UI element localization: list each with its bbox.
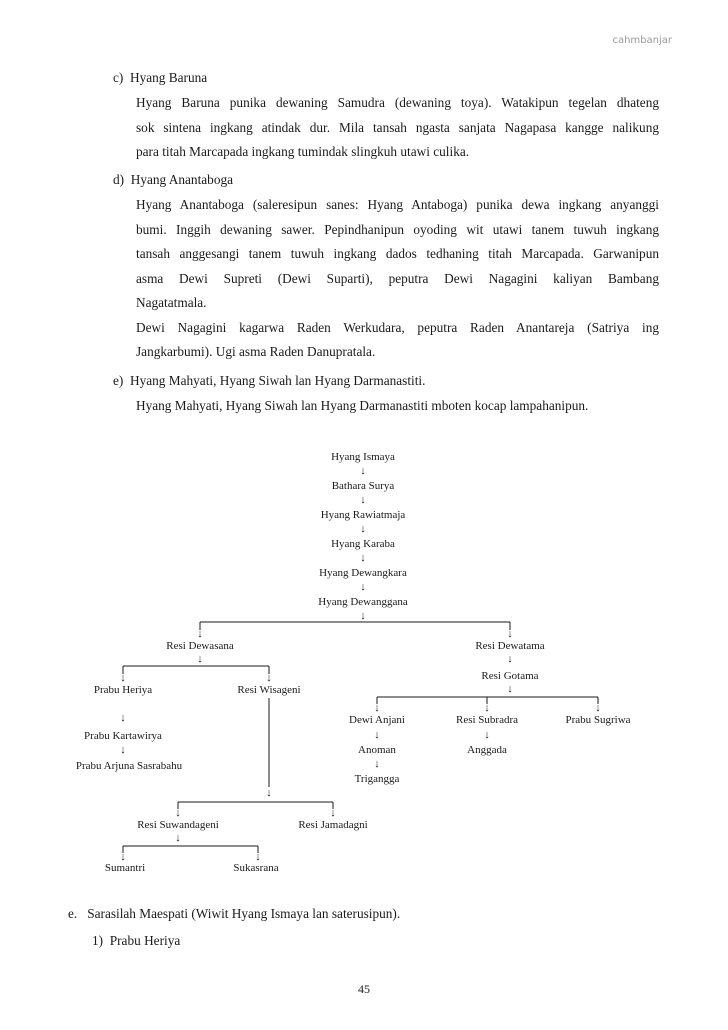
branch-line [123, 846, 258, 853]
down-arrow-icon: ↓ [374, 702, 380, 714]
tree-node: Prabu Arjuna Sasrabahu [75, 760, 183, 772]
text-line: bumi. Inggih dewaning sawer. Pepindhanipun oyoding wit utawi tanem tuwuh ingkang [136, 221, 659, 237]
item-label: c) [113, 70, 124, 85]
tree-node: Resi Gotama [481, 670, 539, 682]
down-arrow-icon: ↓ [255, 851, 261, 863]
down-arrow-icon: ↓ [507, 653, 513, 665]
down-arrow-icon: ↓ [374, 758, 380, 770]
tree-node: Resi Jamadagni [298, 819, 368, 831]
down-arrow-icon: ↓ [595, 702, 601, 714]
tree-node: Dewi Anjani [349, 714, 405, 726]
down-arrow-icon: ↓ [175, 832, 181, 844]
down-arrow-icon: ↓ [484, 702, 490, 714]
subsection-heading [92, 933, 180, 949]
down-arrow-icon: ↓ [360, 552, 366, 564]
tree-node: Prabu Sugriwa [565, 714, 631, 726]
item-title: Hyang Mahyati, Hyang Siwah lan Hyang Darmanastiti. [130, 373, 426, 388]
text-line: Nagatatmala. [136, 295, 207, 310]
branch-line [178, 802, 333, 809]
down-arrow-icon: ↓ [120, 712, 126, 724]
tree-node: Prabu Kartawirya [84, 730, 162, 742]
down-arrow-icon: ↓ [360, 523, 366, 535]
text-line: Hyang Baruna punika dewaning Samudra (dewaning toya). Watakipun tegelan dhateng [136, 95, 659, 110]
down-arrow-icon: ↓ [360, 494, 366, 506]
tree-node: Resi Subradra [455, 714, 519, 726]
branch-line [123, 666, 269, 674]
down-arrow-icon: ↓ [360, 581, 366, 593]
tree-node: Resi Dewatama [475, 640, 545, 652]
down-arrow-icon: ↓ [484, 729, 490, 741]
text-line: tansah anggesangi tanem tuwuh ingkang dados tedhaning titah Marcapada. Garwanipun [136, 246, 659, 261]
down-arrow-icon: ↓ [197, 628, 203, 640]
tree-node: Bathara Surya [331, 480, 395, 492]
tree-node: Hyang Dewangkara [319, 567, 407, 579]
down-arrow-icon: ↓ [266, 672, 272, 684]
down-arrow-icon: ↓ [266, 787, 272, 799]
tree-node: Anoman [358, 744, 396, 756]
down-arrow-icon: ↓ [360, 610, 366, 622]
tree-node: Hyang Ismaya [331, 451, 395, 463]
page-number: 45 [358, 982, 370, 996]
text-line: Hyang Anantaboga (saleresipun sanes: Hyang Antaboga) punika dewa ingkang anyanggi [136, 197, 659, 212]
down-arrow-icon: ↓ [330, 807, 336, 819]
text-line: Hyang Mahyati, Hyang Siwah lan Hyang Darmanastiti mboten kocap lampahanipun. [136, 398, 589, 413]
watermark: cahmbanjar [612, 35, 672, 46]
text-line: sok sintena ingkang atindak dur. Mila tansah ngasta sanjata Nagapasa kangge nalikung [136, 119, 659, 135]
down-arrow-icon: ↓ [507, 628, 513, 640]
branch-line [200, 622, 510, 630]
item-label: e) [113, 373, 124, 388]
down-arrow-icon: ↓ [120, 851, 126, 863]
section-heading [68, 906, 400, 922]
tree-node: Hyang Dewanggana [318, 596, 408, 608]
tree-node: Sumantri [104, 862, 146, 874]
down-arrow-icon: ↓ [374, 729, 380, 741]
down-arrow-icon: ↓ [175, 807, 181, 819]
tree-node: Hyang Rawiatmaja [320, 509, 406, 521]
tree-node: Anggada [467, 744, 507, 756]
down-arrow-icon: ↓ [197, 653, 203, 665]
section-label: e. [68, 906, 78, 921]
text-line: Dewi Nagagini kagarwa Raden Werkudara, peputra Raden Anantareja (Satriya ing [136, 319, 659, 335]
tree-node: Resi Wisageni [237, 684, 301, 696]
tree-node: Hyang Karaba [331, 538, 395, 550]
tree-node: Resi Suwandageni [137, 819, 219, 831]
section-title: Sarasilah Maespati (Wiwit Hyang Ismaya lan saterusipun). [87, 906, 401, 921]
down-arrow-icon: ↓ [120, 744, 126, 756]
down-arrow-icon: ↓ [120, 672, 126, 684]
tree-node: Resi Dewasana [166, 640, 234, 652]
down-arrow-icon: ↓ [360, 465, 366, 477]
tree-node: Trigangga [354, 773, 400, 785]
text-line: para titah Marcapada ingkang tumindak slingkuh utawi culika. [136, 144, 470, 159]
item-label: d) [113, 172, 125, 187]
subsection-title: Prabu Heriya [109, 933, 181, 948]
item-title: Hyang Anantaboga [130, 172, 234, 187]
text-line: asma Dewi Supreti (Dewi Suparti), peputra Dewi Nagagini kaliyan Bambang [136, 270, 659, 286]
item-title: Hyang Baruna [130, 70, 208, 85]
tree-node: Sukasrana [233, 862, 279, 874]
tree-node: Prabu Heriya [93, 684, 153, 696]
text-line: Jangkarbumi). Ugi asma Raden Danupratala. [136, 344, 376, 359]
subsection-label: 1) [92, 933, 104, 948]
down-arrow-icon: ↓ [507, 683, 513, 695]
